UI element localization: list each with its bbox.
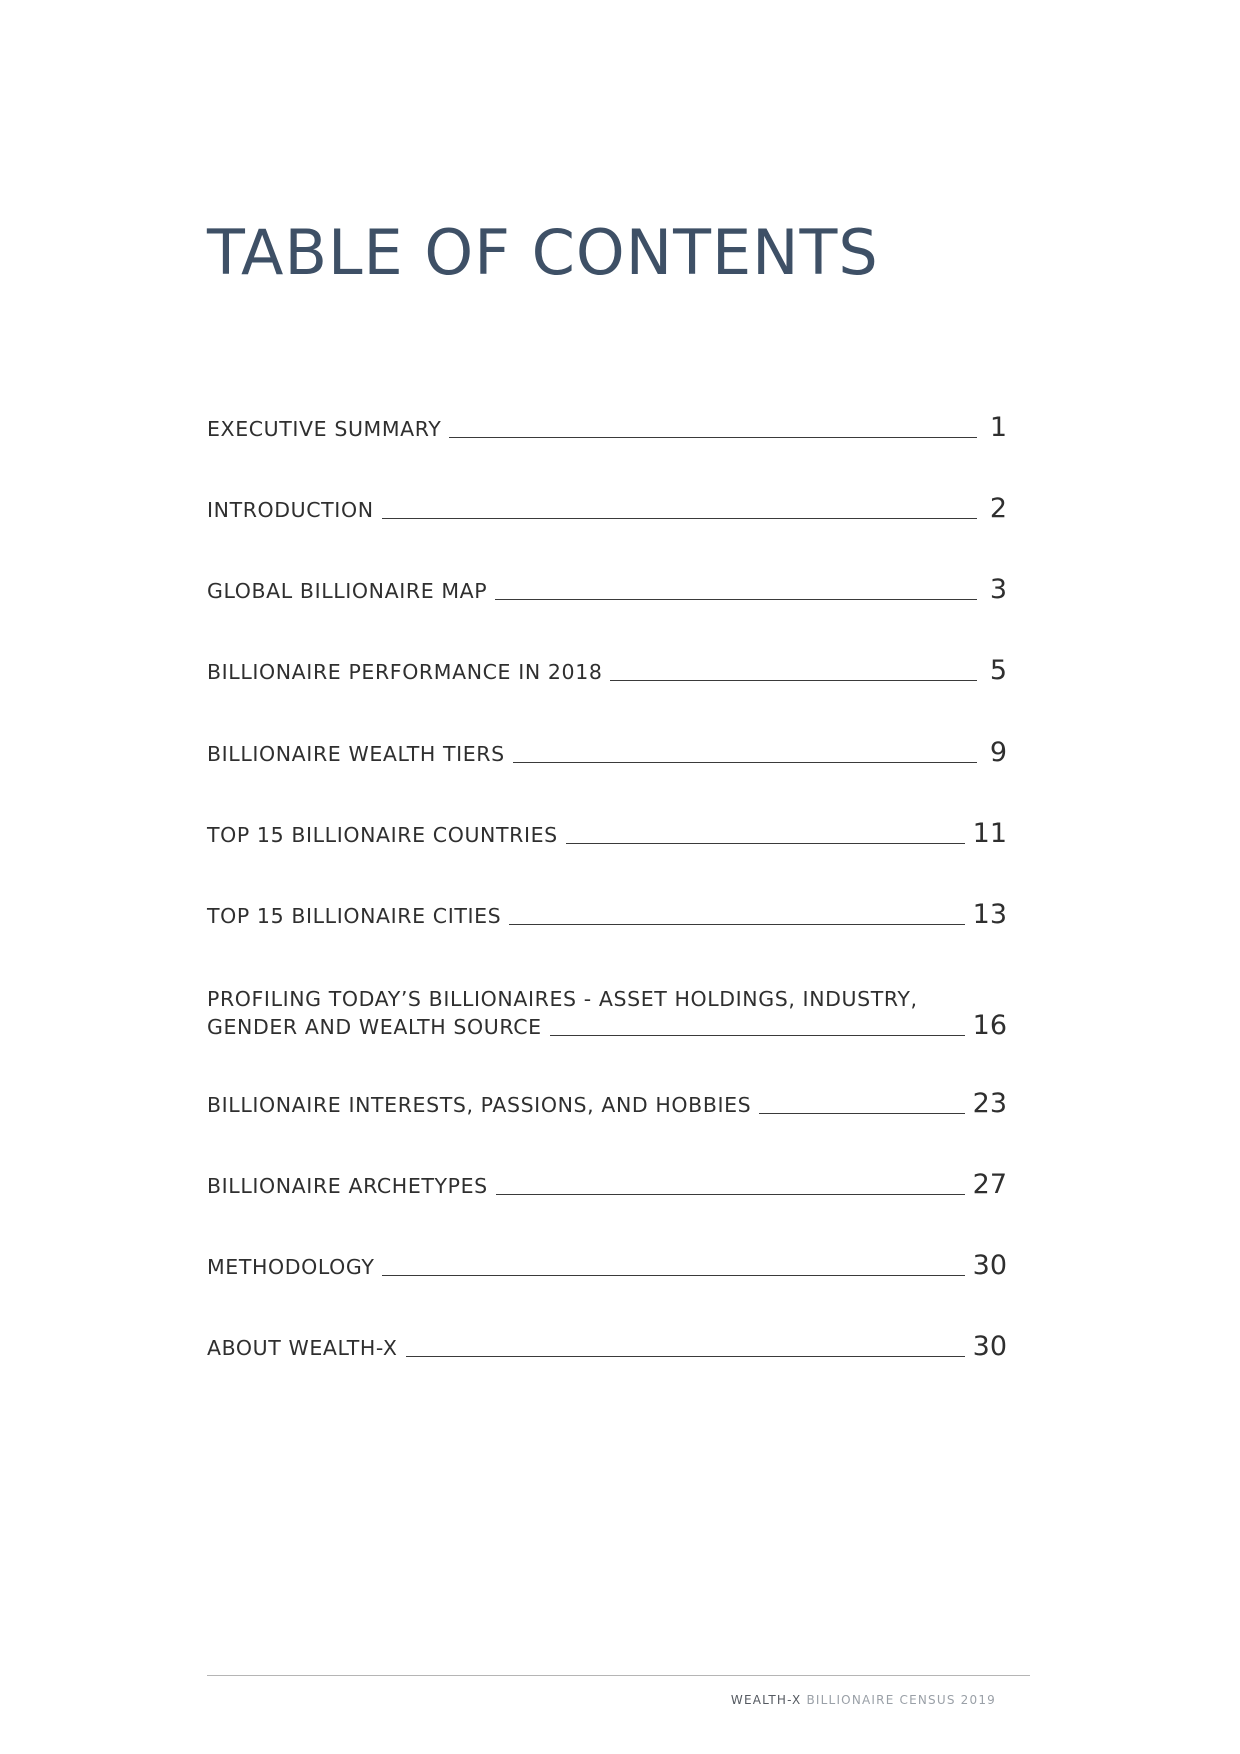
toc-row	[207, 739, 1007, 766]
toc-row	[207, 495, 1007, 522]
toc-entry-label: INTRODUCTION	[207, 498, 374, 523]
toc-leader-line	[496, 1193, 965, 1195]
toc-page-number: 9	[989, 737, 1007, 768]
toc-row	[207, 576, 1007, 603]
toc-leader-line	[550, 1034, 965, 1036]
toc-entry-methodology[interactable]	[207, 1252, 1007, 1279]
toc-entry-label-line1: PROFILING TODAY’S BILLIONAIRES - ASSET HOLDINGS, INDUSTRY,	[207, 987, 918, 1011]
footer-title: BILLIONAIRE CENSUS 2019	[806, 1693, 996, 1707]
page-title: TABLE OF CONTENTS	[207, 216, 879, 289]
toc-page-number: 30	[972, 1331, 1007, 1362]
toc-page-number: 1	[989, 412, 1007, 443]
toc-row	[207, 901, 1007, 928]
toc-row	[207, 1009, 1007, 1041]
toc-page-number: 23	[972, 1088, 1007, 1119]
toc-leader-line	[610, 679, 977, 681]
toc-entry-introduction[interactable]	[207, 495, 1007, 522]
toc-entry-global-billionaire-map[interactable]	[207, 576, 1007, 603]
toc-entry-top-15-countries[interactable]	[207, 820, 1007, 847]
toc-row	[207, 657, 1007, 684]
toc-page-number: 2	[989, 493, 1007, 524]
toc-leader-line	[382, 1274, 964, 1276]
toc-entry-billionaire-interests[interactable]	[207, 1090, 1007, 1117]
toc-leader-line	[566, 842, 965, 844]
toc-entry-label: ABOUT WEALTH-X	[207, 1336, 398, 1361]
toc-leader-line	[509, 923, 964, 925]
toc-leader-line	[382, 517, 977, 519]
toc-entry-profiling-billionaires[interactable]	[207, 988, 1007, 1039]
toc-entry-label: TOP 15 BILLIONAIRE CITIES	[207, 904, 502, 929]
toc-entry-about-wealth-x[interactable]	[207, 1333, 1007, 1360]
toc-leader-line	[406, 1355, 965, 1357]
toc-row	[207, 820, 1007, 847]
toc-entry-label: BILLIONAIRE WEALTH TIERS	[207, 742, 505, 767]
toc-entry-label: EXECUTIVE SUMMARY	[207, 417, 442, 442]
toc-leader-line	[513, 761, 977, 763]
footer	[731, 1693, 996, 1707]
toc-leader-line	[495, 598, 977, 600]
toc-entry-billionaire-wealth-tiers[interactable]	[207, 739, 1007, 766]
toc-page-number: 5	[989, 655, 1007, 686]
toc-page-number: 13	[972, 899, 1007, 930]
footer-brand: WEALTH-X	[730, 1693, 802, 1707]
toc-entry-top-15-cities[interactable]	[207, 901, 1007, 928]
toc-entry-executive-summary[interactable]	[207, 414, 1007, 441]
toc-entry-billionaire-archetypes[interactable]	[207, 1171, 1007, 1198]
toc-leader-line	[759, 1112, 964, 1114]
toc-page-number: 16	[972, 1009, 1007, 1041]
toc-page-number: 30	[972, 1250, 1007, 1281]
toc-entry-label-line2: GENDER AND WEALTH SOURCE	[207, 1015, 542, 1039]
toc-entry-label: BILLIONAIRE INTERESTS, PASSIONS, AND HOBBIES	[207, 1093, 752, 1118]
toc-entry-label: BILLIONAIRE PERFORMANCE IN 2018	[207, 660, 603, 685]
toc-row	[207, 1333, 1007, 1360]
toc-page-number: 11	[972, 818, 1007, 849]
toc-row	[207, 1090, 1007, 1117]
footer-divider	[207, 1675, 1030, 1676]
toc-page-number: 3	[989, 574, 1007, 605]
toc-leader-line	[449, 436, 977, 438]
toc-entry-label: METHODOLOGY	[207, 1255, 375, 1280]
toc-row	[207, 1252, 1007, 1279]
toc-page-number: 27	[972, 1169, 1007, 1200]
toc-entry-label: BILLIONAIRE ARCHETYPES	[207, 1174, 488, 1199]
toc-row	[207, 414, 1007, 441]
toc-entry-billionaire-performance[interactable]	[207, 657, 1007, 684]
toc-entry-label: TOP 15 BILLIONAIRE COUNTRIES	[207, 823, 558, 848]
toc-row	[207, 1171, 1007, 1198]
toc-entry-label: GLOBAL BILLIONAIRE MAP	[207, 579, 488, 604]
